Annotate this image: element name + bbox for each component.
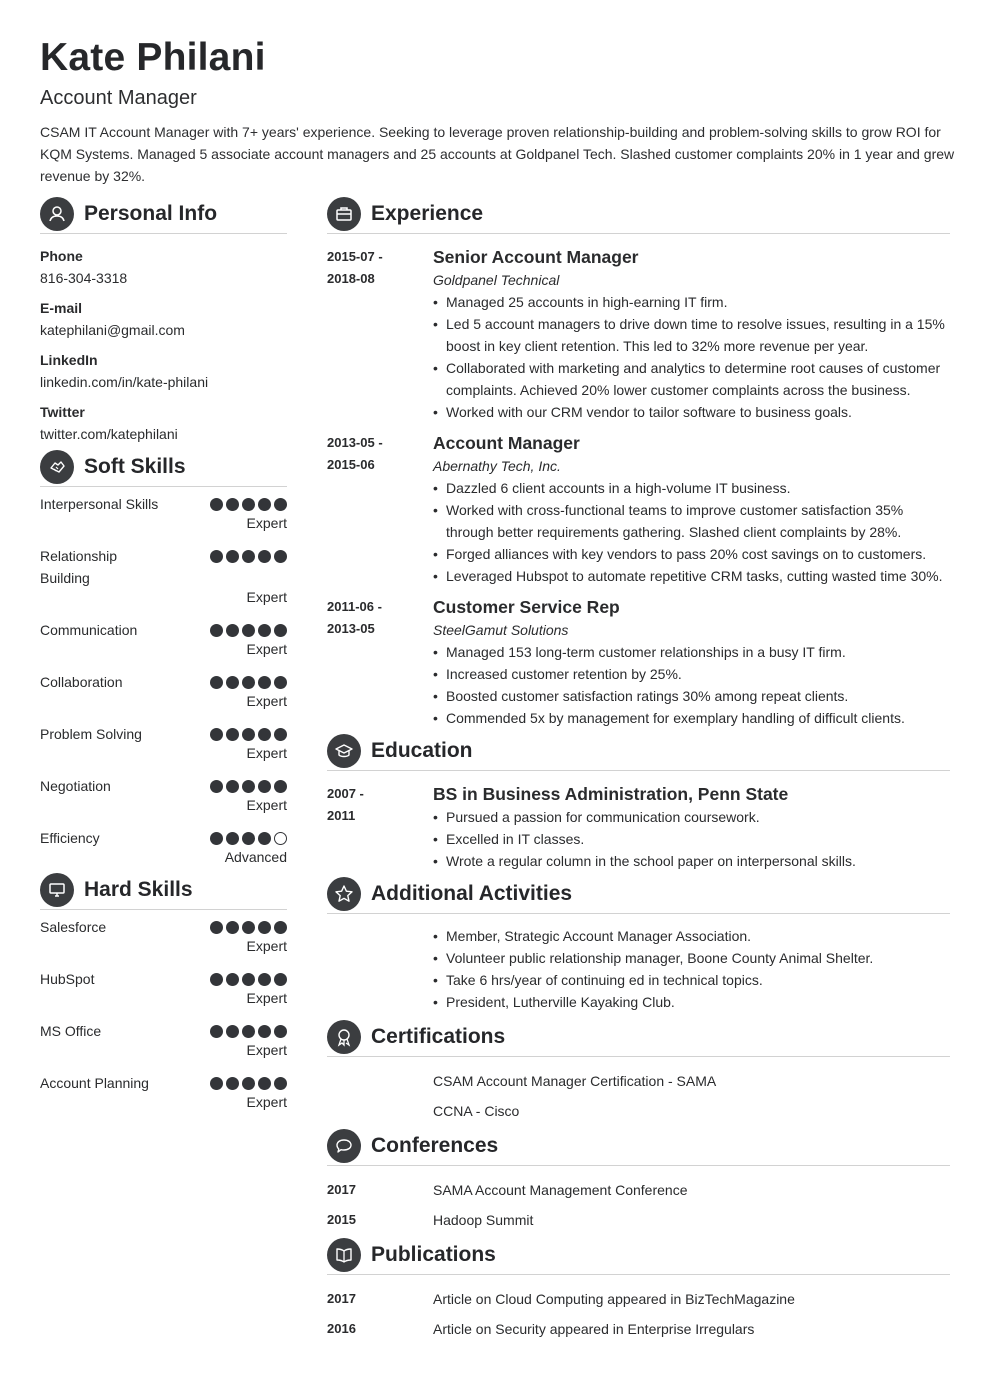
- rating-dot-filled: [274, 1025, 287, 1038]
- date-end: 2011: [327, 808, 356, 823]
- bullet-item: • Dazzled 6 client accounts in a high-volume IT business.: [433, 477, 950, 499]
- rating-dot-filled: [274, 973, 287, 986]
- skill-item: [40, 1069, 287, 1113]
- experience-entry: [327, 431, 950, 587]
- entry-dates: [327, 595, 433, 729]
- info-label: E-mail: [40, 300, 83, 316]
- section-header-hard-skills: [40, 872, 287, 910]
- rating-dot-filled: [258, 676, 271, 689]
- rating-dot-filled: [226, 728, 239, 741]
- bullet-item: • Managed 153 long-term customer relationships in a busy IT firm.: [433, 641, 950, 663]
- skill-rating: [210, 965, 287, 986]
- bullet-item: • President, Lutherville Kayaking Club.: [433, 991, 950, 1013]
- certification-name: CCNA - Cisco: [433, 1103, 520, 1119]
- rating-dot-filled: [258, 728, 271, 741]
- soft-skills-list: [40, 487, 287, 868]
- rating-dot-filled: [274, 550, 287, 563]
- rating-dot-filled: [242, 676, 255, 689]
- rating-dot-filled: [226, 676, 239, 689]
- rating-dot-filled: [210, 973, 223, 986]
- job-company: Abernathy Tech, Inc.: [433, 458, 561, 474]
- skill-level: Expert: [246, 938, 287, 954]
- publication-title: Article on Security appeared in Enterprise Irregulars: [433, 1321, 755, 1337]
- rating-dot-filled: [226, 973, 239, 986]
- experience-entry: [327, 245, 950, 423]
- conference-row: [327, 1205, 950, 1235]
- skill-level: Expert: [246, 693, 287, 709]
- publications-list: [327, 1275, 950, 1344]
- bullet-item: • Managed 25 accounts in high-earning IT firm.: [433, 291, 950, 313]
- skill-rating: [210, 668, 287, 689]
- rating-dot-filled: [210, 550, 223, 563]
- section-title: Personal Info: [84, 201, 218, 225]
- info-label: Phone: [40, 248, 83, 264]
- activities-list: [327, 914, 950, 1013]
- star-icon: [327, 877, 361, 911]
- skill-rating: [210, 1069, 287, 1090]
- rating-dot-empty: [274, 832, 287, 845]
- skill-name: MS Office: [40, 1023, 102, 1039]
- skill-item: [40, 824, 287, 868]
- section-title: Conferences: [371, 1133, 499, 1157]
- resume-name: Kate Philani: [40, 36, 266, 79]
- rating-dot-filled: [242, 728, 255, 741]
- skill-name: Efficiency: [40, 830, 100, 846]
- certification-row: [327, 1096, 950, 1126]
- experience-entry: [327, 595, 950, 729]
- bullet-item: • Volunteer public relationship manager, Boone County Animal Shelter.: [433, 947, 950, 969]
- graduation-cap-icon: [327, 734, 361, 768]
- skill-rating: [210, 772, 287, 793]
- date-start: 2013-05 -: [327, 435, 383, 450]
- bullet-item: • Led 5 account managers to drive down time to resolve issues, resulting in a 15% boost in key client retention. This led to 32% more revenue per year.: [433, 313, 950, 357]
- personal-info-twitter: [40, 401, 287, 445]
- job-bullets: [433, 477, 950, 587]
- skill-level: Expert: [246, 589, 287, 605]
- skill-rating: [210, 616, 287, 637]
- bullet-item: • Pursued a passion for communication coursework.: [433, 806, 950, 828]
- entry-dates: [327, 431, 433, 587]
- personal-info-phone: [40, 245, 287, 289]
- entry-dates: [327, 245, 433, 423]
- resume-job-title: Account Manager: [40, 87, 197, 109]
- conference-row: [327, 1175, 950, 1205]
- bullet-item: • Take 6 hrs/year of continuing ed in technical topics.: [433, 969, 950, 991]
- section-title: Certifications: [371, 1024, 506, 1048]
- rating-dot-filled: [274, 676, 287, 689]
- education-bullets: [433, 806, 950, 872]
- bullet-item: • Wrote a regular column in the school paper on interpersonal skills.: [433, 850, 950, 872]
- user-icon: [40, 197, 74, 231]
- personal-info-list: [40, 234, 287, 445]
- skill-level: Expert: [246, 641, 287, 657]
- skill-level: Expert: [246, 1094, 287, 1110]
- info-label: LinkedIn: [40, 352, 98, 368]
- bullet-item: • Member, Strategic Account Manager Association.: [433, 925, 950, 947]
- skill-rating: [210, 1017, 287, 1038]
- rating-dot-filled: [226, 550, 239, 563]
- section-header-publications: [327, 1237, 950, 1275]
- skill-name: Account Planning: [40, 1075, 149, 1091]
- publication-row: [327, 1314, 950, 1344]
- publication-year: 2016: [327, 1321, 356, 1336]
- skill-item: [40, 668, 287, 712]
- activities-entry: [327, 925, 950, 1013]
- rating-dot-filled: [274, 780, 287, 793]
- publication-year: 2017: [327, 1291, 356, 1306]
- section-title: Education: [371, 738, 473, 762]
- handshake-icon: [40, 450, 74, 484]
- rating-dot-filled: [226, 624, 239, 637]
- award-icon: [327, 1020, 361, 1054]
- section-header-experience: [327, 196, 950, 234]
- skill-item: [40, 720, 287, 764]
- rating-dot-filled: [274, 498, 287, 511]
- skill-rating: [210, 490, 287, 511]
- skill-level: Expert: [246, 797, 287, 813]
- conferences-list: [327, 1166, 950, 1235]
- rating-dot-filled: [210, 728, 223, 741]
- resume-summary: CSAM IT Account Manager with 7+ years' experience. Seeking to leverage proven relationship-building and problem-solving skills to grow ROI for KQM Systems. Managed 5 associate account managers and 25 accounts at Goldpanel Tech. Slashed customer complaints 20% in 1 year and grew revenue by 32%.: [40, 124, 955, 184]
- rating-dot-filled: [226, 780, 239, 793]
- skill-item: [40, 772, 287, 816]
- certification-name: CSAM Account Manager Certification - SAMA: [433, 1073, 717, 1089]
- rating-dot-filled: [258, 624, 271, 637]
- rating-dot-filled: [210, 780, 223, 793]
- skill-name: Interpersonal Skills: [40, 496, 159, 512]
- rating-dot-filled: [226, 1025, 239, 1038]
- rating-dot-filled: [258, 1077, 271, 1090]
- rating-dot-filled: [226, 921, 239, 934]
- date-end: 2013-05: [327, 621, 375, 636]
- certifications-list: [327, 1057, 950, 1126]
- section-title: Experience: [371, 201, 484, 225]
- rating-dot-filled: [210, 921, 223, 934]
- bullet-item: • Collaborated with marketing and analytics to determine root causes of customer complaints. Achieved 20% lower customer complaints across the business.: [433, 357, 950, 401]
- info-value: twitter.com/katephilani: [40, 426, 178, 442]
- skill-item: [40, 1017, 287, 1061]
- bullet-item: • Increased customer retention by 25%.: [433, 663, 950, 685]
- date-end: 2018-08: [327, 271, 375, 286]
- activities-bullets: [433, 925, 950, 1013]
- right-column: [327, 196, 950, 1344]
- bullet-item: • Worked with cross-functional teams to improve customer satisfaction 35% through better requirements gathering. Slashed client complaints by 28%.: [433, 499, 950, 543]
- skill-level: Expert: [246, 1042, 287, 1058]
- section-title: Additional Activities: [371, 881, 573, 905]
- certification-row: [327, 1066, 950, 1096]
- section-header-conferences: [327, 1128, 950, 1166]
- rating-dot-filled: [274, 624, 287, 637]
- bullet-item: • Boosted customer satisfaction ratings 30% among repeat clients.: [433, 685, 950, 707]
- rating-dot-filled: [210, 832, 223, 845]
- rating-dot-filled: [258, 780, 271, 793]
- section-header-soft-skills: [40, 449, 287, 487]
- skill-item: [40, 490, 287, 534]
- skill-item: [40, 542, 287, 608]
- rating-dot-filled: [226, 1077, 239, 1090]
- skill-name: Problem Solving: [40, 726, 142, 742]
- skill-rating: [210, 824, 287, 845]
- rating-dot-filled: [210, 498, 223, 511]
- info-value: 816-304-3318: [40, 270, 128, 286]
- rating-dot-filled: [242, 1077, 255, 1090]
- section-title: Soft Skills: [84, 454, 186, 478]
- publication-row: [327, 1284, 950, 1314]
- skill-item: [40, 913, 287, 957]
- rating-dot-filled: [226, 832, 239, 845]
- rating-dot-filled: [274, 1077, 287, 1090]
- skill-item: [40, 616, 287, 660]
- education-entry: [327, 782, 950, 872]
- education-list: [327, 771, 950, 872]
- conference-year: 2015: [327, 1212, 356, 1227]
- hard-skills-list: [40, 910, 287, 1113]
- conference-year: 2017: [327, 1182, 356, 1197]
- publication-title: Article on Cloud Computing appeared in BizTechMagazine: [433, 1291, 795, 1307]
- rating-dot-filled: [258, 498, 271, 511]
- skill-name: Collaboration: [40, 674, 123, 690]
- rating-dot-filled: [274, 728, 287, 741]
- skill-rating: [210, 542, 287, 563]
- info-label: Twitter: [40, 404, 85, 420]
- rating-dot-filled: [274, 921, 287, 934]
- skill-name: Relationship Building: [40, 548, 118, 586]
- monitor-icon: [40, 873, 74, 907]
- info-value: katephilani@gmail.com: [40, 322, 185, 338]
- personal-info-linkedin: [40, 349, 287, 393]
- date-start: 2007 -: [327, 786, 364, 801]
- skill-name: Negotiation: [40, 778, 111, 794]
- job-company: SteelGamut Solutions: [433, 622, 569, 638]
- bullet-item: • Leveraged Hubspot to automate repetitive CRM tasks, cutting wasted time 30%.: [433, 565, 950, 587]
- experience-list: [327, 234, 950, 729]
- rating-dot-filled: [242, 624, 255, 637]
- skill-level: Expert: [246, 990, 287, 1006]
- rating-dot-filled: [210, 1077, 223, 1090]
- section-header-personal-info: [40, 196, 287, 234]
- skill-rating: [210, 720, 287, 741]
- bullet-item: • Worked with our CRM vendor to tailor software to business goals.: [433, 401, 950, 423]
- section-header-activities: [327, 876, 950, 914]
- rating-dot-filled: [242, 780, 255, 793]
- rating-dot-filled: [210, 1025, 223, 1038]
- rating-dot-filled: [242, 973, 255, 986]
- job-role: Senior Account Manager: [433, 247, 639, 267]
- personal-info-email: [40, 297, 287, 341]
- info-value: linkedin.com/in/kate-philani: [40, 374, 209, 390]
- section-title: Publications: [371, 1242, 496, 1266]
- rating-dot-filled: [210, 676, 223, 689]
- job-role: Customer Service Rep: [433, 597, 620, 617]
- bullet-item: • Commended 5x by management for exemplary handling of difficult clients.: [433, 707, 950, 729]
- rating-dot-filled: [226, 498, 239, 511]
- skill-name: HubSpot: [40, 971, 95, 987]
- section-header-certifications: [327, 1019, 950, 1057]
- job-role: Account Manager: [433, 433, 580, 453]
- date-end: 2015-06: [327, 457, 375, 472]
- job-bullets: [433, 641, 950, 729]
- skill-level: Advanced: [224, 849, 287, 865]
- briefcase-icon: [327, 197, 361, 231]
- rating-dot-filled: [258, 921, 271, 934]
- job-bullets: [433, 291, 950, 423]
- skill-level: Expert: [246, 515, 287, 531]
- rating-dot-filled: [258, 973, 271, 986]
- left-column: [40, 196, 287, 1121]
- date-start: 2011-06 -: [327, 599, 382, 614]
- conference-name: Hadoop Summit: [433, 1212, 534, 1228]
- date-start: 2015-07 -: [327, 249, 383, 264]
- rating-dot-filled: [258, 550, 271, 563]
- book-icon: [327, 1238, 361, 1272]
- skill-level: Expert: [246, 745, 287, 761]
- rating-dot-filled: [242, 1025, 255, 1038]
- skill-name: Salesforce: [40, 919, 107, 935]
- conference-name: SAMA Account Management Conference: [433, 1182, 688, 1198]
- rating-dot-filled: [258, 832, 271, 845]
- skill-item: [40, 965, 287, 1009]
- rating-dot-filled: [242, 921, 255, 934]
- section-title: Hard Skills: [84, 877, 193, 901]
- degree-title: BS in Business Administration, Penn State: [433, 784, 789, 804]
- rating-dot-filled: [242, 832, 255, 845]
- bullet-item: • Excelled in IT classes.: [433, 828, 950, 850]
- bullet-item: • Forged alliances with key vendors to pass 20% cost savings on to customers.: [433, 543, 950, 565]
- section-header-education: [327, 733, 950, 771]
- speech-bubble-icon: [327, 1129, 361, 1163]
- entry-dates: [327, 782, 433, 872]
- rating-dot-filled: [242, 550, 255, 563]
- skill-name: Communication: [40, 622, 138, 638]
- job-company: Goldpanel Technical: [433, 272, 560, 288]
- rating-dot-filled: [210, 624, 223, 637]
- rating-dot-filled: [242, 498, 255, 511]
- skill-rating: [210, 913, 287, 934]
- rating-dot-filled: [258, 1025, 271, 1038]
